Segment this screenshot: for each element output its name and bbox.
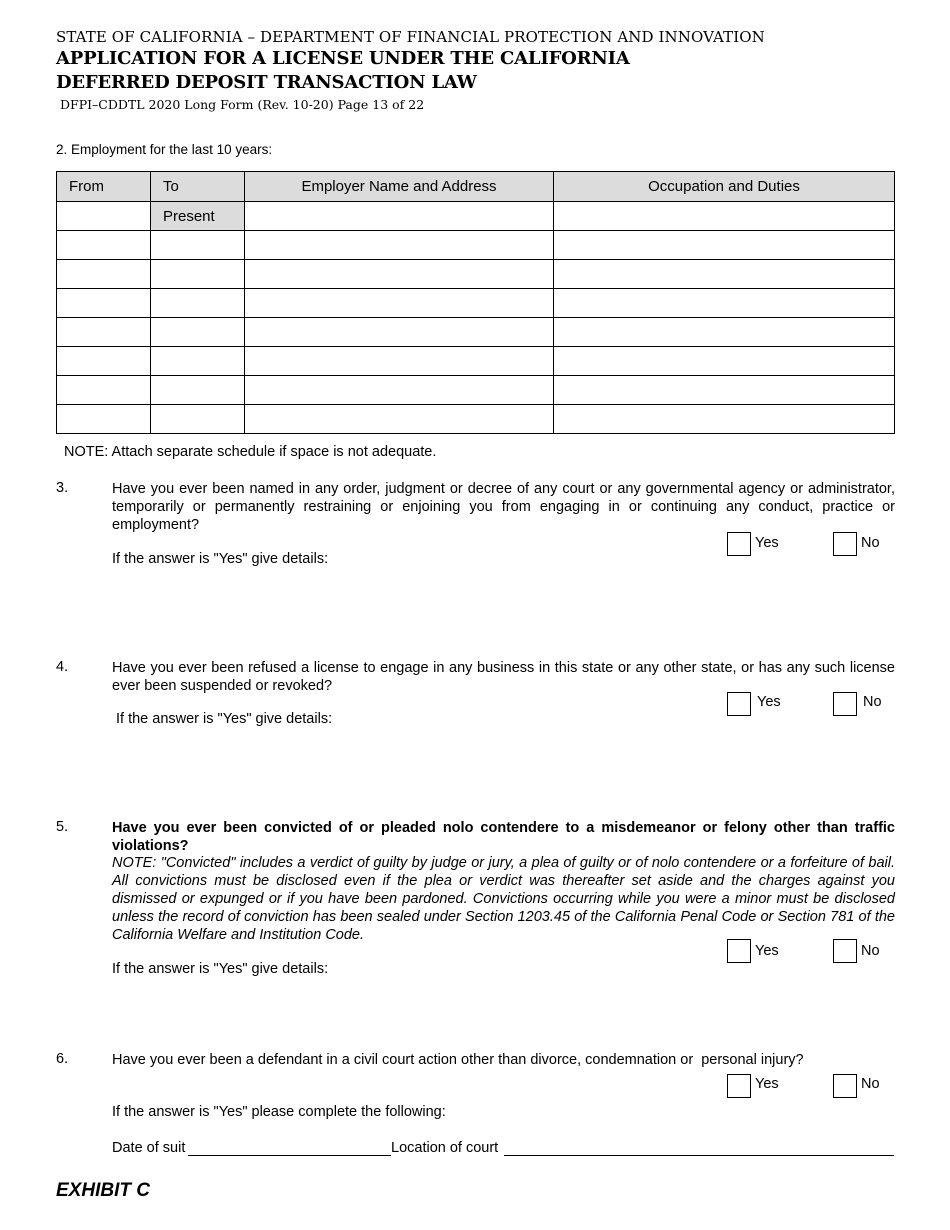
from-cell[interactable] [57,231,151,260]
table-row [57,318,895,347]
to-cell[interactable] [151,405,245,434]
table-row [57,202,895,231]
question-6-number: 6. [56,1051,69,1067]
location-of-court-field[interactable] [504,1155,894,1156]
question-5-number: 5. [56,819,69,835]
column-header-occupation: Occupation and Duties [554,172,895,202]
table-row [57,347,895,376]
question-6-details-prompt: If the answer is "Yes" please complete the following: [112,1104,446,1120]
column-header-employer: Employer Name and Address [245,172,554,202]
occupation-cell[interactable] [554,405,895,434]
table-row [57,376,895,405]
from-cell[interactable] [57,289,151,318]
employer-cell[interactable] [245,289,554,318]
question-5-text: Have you ever been convicted of or pleaded nolo contendere to a misdemeanor or felony other than traffic violations? [112,820,895,854]
question-5-details-prompt: If the answer is "Yes" give details: [112,961,329,977]
occupation-cell[interactable] [554,318,895,347]
employer-cell[interactable] [245,202,554,231]
employer-cell[interactable] [245,405,554,434]
q6-no-checkbox[interactable] [833,1074,857,1098]
employer-cell[interactable] [245,376,554,405]
question-3-text: Have you ever been named in any order, judgment or decree of any court or any governmental agency or administrator, temporarily or permanently restraining or enjoining you from engaging in or continuing any conduct, practice or employment? [112,481,895,533]
question-3-details-prompt: If the answer is "Yes" give details: [112,551,329,567]
from-cell[interactable] [57,347,151,376]
from-cell[interactable] [57,260,151,289]
q3-yes-label: Yes [755,535,779,551]
employer-cell[interactable] [245,231,554,260]
q6-no-label: No [861,1076,880,1092]
occupation-cell[interactable] [554,376,895,405]
form-title-line-1: APPLICATION FOR A LICENSE UNDER THE CALIFORNIA [56,48,630,69]
question-4-text: Have you ever been refused a license to engage in any business in this state or any other state, or has any such license ever been suspended or revoked? [112,660,895,694]
employment-header-row [57,172,895,202]
occupation-cell[interactable] [554,202,895,231]
from-cell[interactable] [57,318,151,347]
q6-yes-checkbox[interactable] [727,1074,751,1098]
q4-yes-label: Yes [757,694,781,710]
form-title-line-2: DEFERRED DEPOSIT TRANSACTION LAW [56,72,477,93]
exhibit-label: EXHIBIT C [56,1180,150,1201]
to-cell-present: Present [151,202,245,231]
occupation-cell[interactable] [554,231,895,260]
date-of-suit-field[interactable] [188,1155,391,1156]
to-cell[interactable] [151,260,245,289]
q3-no-checkbox[interactable] [833,532,857,556]
q5-yes-label: Yes [755,943,779,959]
employer-cell[interactable] [245,260,554,289]
column-header-from: From [57,172,151,202]
date-of-suit-label: Date of suit [112,1140,186,1156]
to-cell[interactable] [151,289,245,318]
from-cell[interactable] [57,202,151,231]
question-6-text: Have you ever been a defendant in a civil court action other than divorce, condemnation or personal injury? [112,1052,804,1068]
to-cell[interactable] [151,318,245,347]
to-cell[interactable] [151,347,245,376]
q3-no-label: No [861,535,880,551]
q5-no-checkbox[interactable] [833,939,857,963]
q3-yes-checkbox[interactable] [727,532,751,556]
q5-no-label: No [861,943,880,959]
question-4-details-prompt: If the answer is "Yes" give details: [116,711,333,727]
question-4-number: 4. [56,659,69,675]
form-identifier: DFPI–CDDTL 2020 Long Form (Rev. 10-20) Page 13 of 22 [60,97,425,112]
table-row [57,405,895,434]
q6-yes-label: Yes [755,1076,779,1092]
from-cell[interactable] [57,376,151,405]
q4-no-checkbox[interactable] [833,692,857,716]
employer-cell[interactable] [245,318,554,347]
q4-yes-checkbox[interactable] [727,692,751,716]
location-of-court-label: Location of court [391,1140,499,1156]
agency-name: STATE OF CALIFORNIA – DEPARTMENT OF FINANCIAL PROTECTION AND INNOVATION [56,28,765,46]
question-5-note: NOTE: "Convicted" includes a verdict of guilty by judge or jury, a plea of guilty or of nolo contendere or a forfeiture of bail. All convictions must be disclosed even if the plea or verdict was thereafter set aside and the charges against you dismissed or expunged or if you have been pardoned. Convictions occurring while you were a minor must be disclosed unless the record of conviction has been sealed under Section 1203.45 of the California Penal Code or Section 781 of the California Welfare and Institution Code. [112,855,895,943]
q5-yes-checkbox[interactable] [727,939,751,963]
occupation-cell[interactable] [554,260,895,289]
occupation-cell[interactable] [554,289,895,318]
table-row [57,260,895,289]
from-cell[interactable] [57,405,151,434]
table-row [57,289,895,318]
table-row [57,231,895,260]
employment-section-label: 2. Employment for the last 10 years: [56,142,273,157]
question-3-number: 3. [56,480,69,496]
employer-cell[interactable] [245,347,554,376]
to-cell[interactable] [151,231,245,260]
to-cell[interactable] [151,376,245,405]
employment-table [56,171,895,434]
table-note: NOTE: Attach separate schedule if space is not adequate. [64,444,437,460]
column-header-to: To [151,172,245,202]
occupation-cell[interactable] [554,347,895,376]
q4-no-label: No [863,694,882,710]
